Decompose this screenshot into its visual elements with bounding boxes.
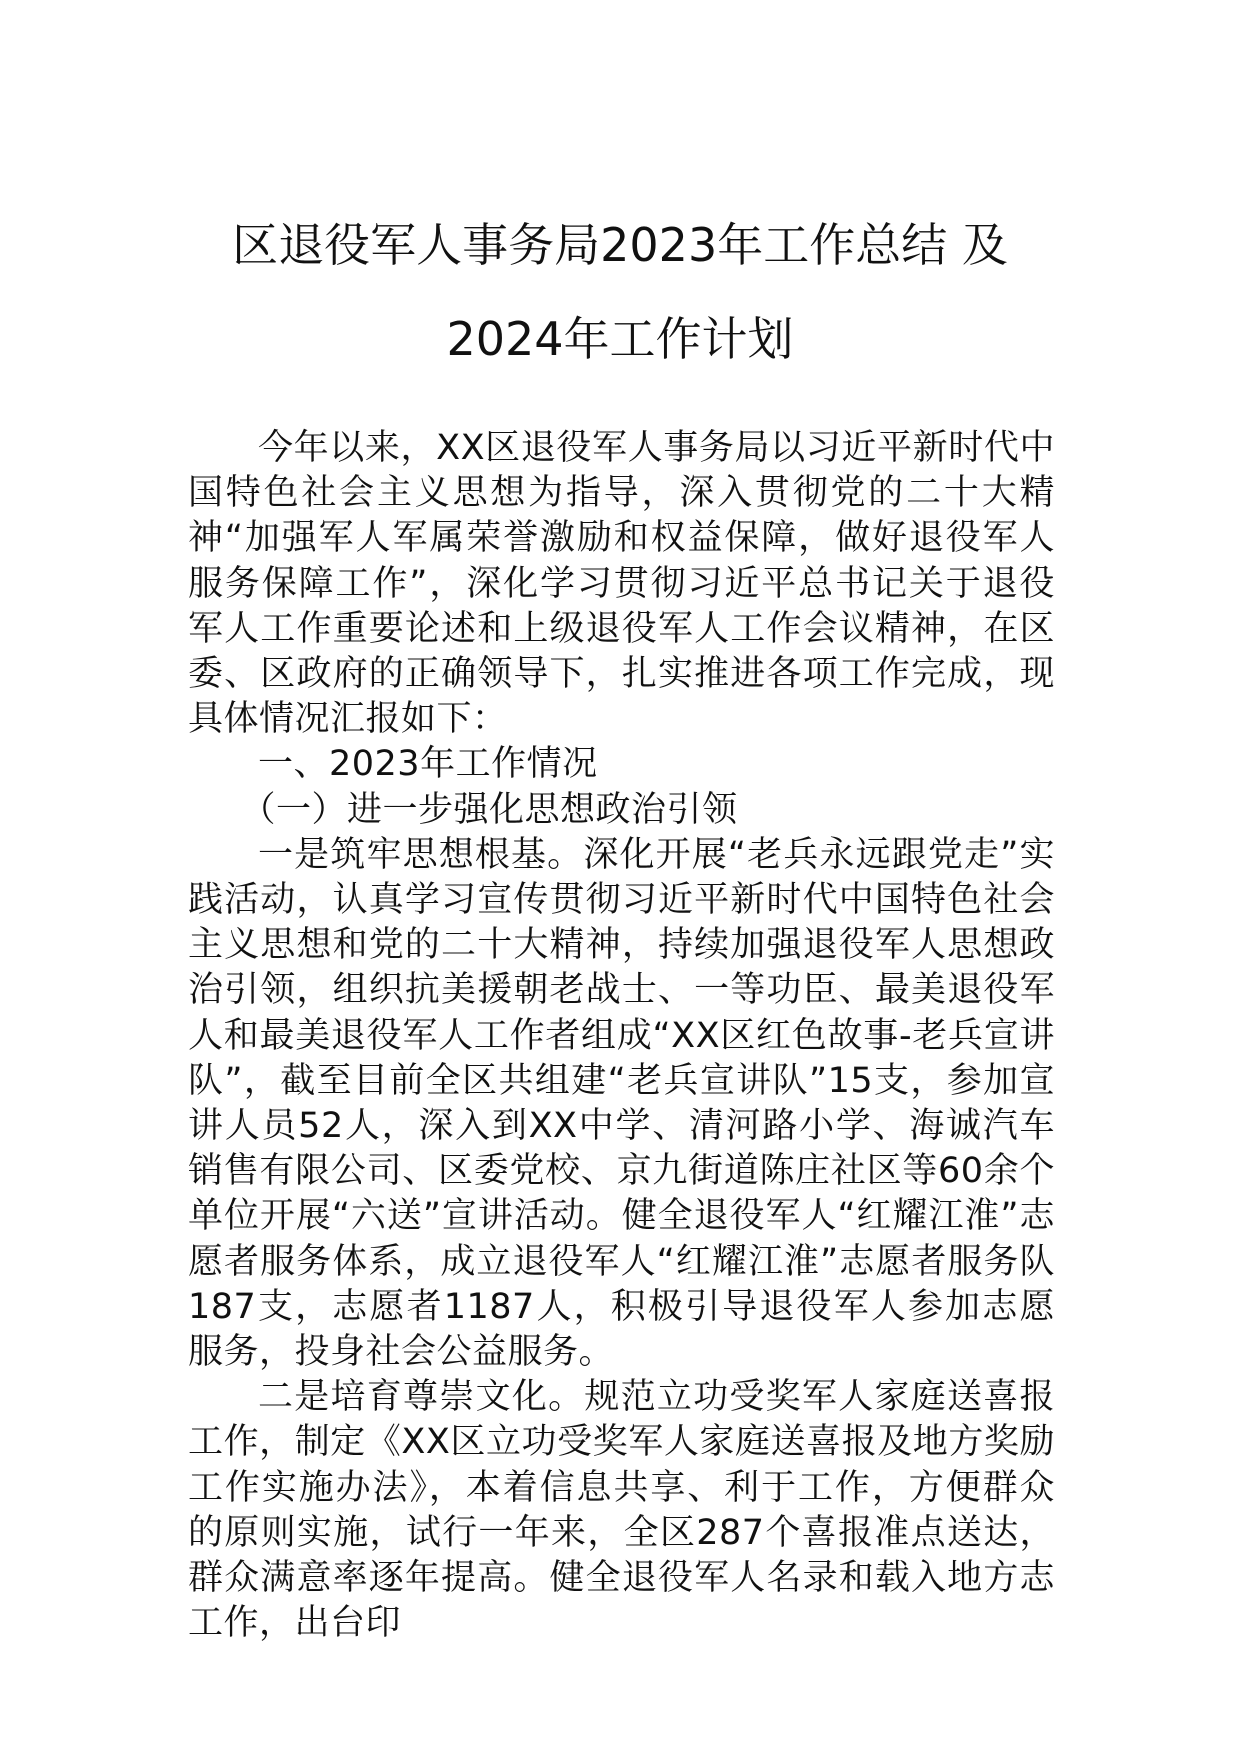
intro-paragraph: 今年以来，XX区退役军人事务局以习近平新时代中国特色社会主义思想为指导，深入贯彻党的二十大精神“加强军人军属荣誉激励和权益保障，做好退役军人服务保障工作”，深化学习贯彻习近平总书记关于退役军人工作重要论述和上级退役军人工作会议精神，在区委、区政府的正确领导下，扎实推进各项工作完成，现具体情况汇报如下： <box>188 428 1055 740</box>
paragraph-culture: 二是培育尊崇文化。规范立功受奖军人家庭送喜报工作，制定《XX区立功受奖军人家庭送喜报及地方奖励工作实施办法》，本着信息共享、利于工作，方便群众的原则实施，试行一年来，全区287个喜报准点送达，群众满意率逐年提高。健全退役军人名录和载入地方志工作，出台印 <box>188 1377 1055 1644</box>
paragraph-foundation: 一是筑牢思想根基。深化开展“老兵永远跟党走”实践活动，认真学习宣传贯彻习近平新时代中国特色社会主义思想和党的二十大精神，持续加强退役军人思想政治引领，组织抗美援朝老战士、一等功臣、最美退役军人和最美退役军人工作者组成“XX区红色故事-老兵宣讲队”，截至目前全区共组建“老兵宣讲队”15支，参加宣讲人员52人，深入到XX中学、清河路小学、海诚汽车销售有限公司、区委党校、京九街道陈庄社区等60余个单位开展“六送”宣讲活动。健全退役军人“红耀江淮”志愿者服务体系，成立退役军人“红耀江淮”志愿者服务队187支，志愿者1187人，积极引导退役军人参加志愿服务，投身社会公益服务。 <box>188 834 1055 1373</box>
section-heading-2023: 一、2023年工作情况 <box>258 744 598 785</box>
document-body <box>188 426 1055 1646</box>
document-title-line-1: 区退役军人事务局2023年工作总结 及 <box>232 218 1008 272</box>
subsection-heading-1: （一）进一步强化思想政治引领 <box>240 789 738 830</box>
document-title-line-2: 2024年工作计划 <box>446 312 794 366</box>
